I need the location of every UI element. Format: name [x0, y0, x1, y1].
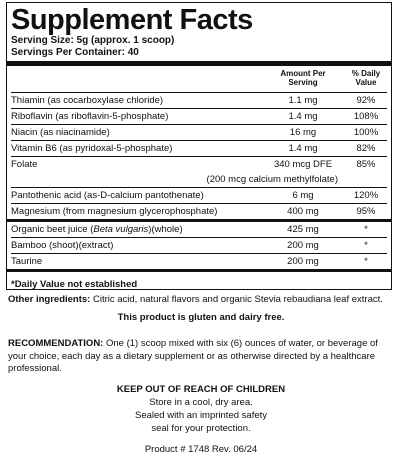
nutrient-row: Riboflavin (as riboflavin-5-phosphate) 1.4 mg 108%: [11, 108, 387, 124]
nutrient-row: Thiamin (as cocarboxylase chloride) 1.1 mg 92%: [11, 92, 387, 108]
warning-heading: KEEP OUT OF REACH OF CHILDREN: [116, 384, 286, 395]
storage-line: seal for your protection.: [151, 423, 251, 434]
panel-title: Supplement Facts: [11, 4, 253, 36]
servings-per-container: Servings Per Container: 40: [11, 47, 139, 58]
gluten-statement: This product is gluten and dairy free.: [117, 312, 285, 323]
footnote: *Daily Value not established: [11, 279, 138, 290]
ingredient-row: Bamboo (shoot)(extract) 200 mg *: [11, 237, 387, 253]
supplement-facts-panel: [6, 2, 392, 290]
storage-line: Sealed with an imprinted safety: [134, 410, 268, 421]
nutrient-row: Folate 340 mcg DFE 85% (200 mcg calcium methylfolate): [11, 156, 387, 187]
other-ingredients: Other ingredients: Citric acid, natural flavors and organic Stevia rebaudiana leaf extract.: [8, 294, 383, 305]
amount-header: Amount Per Serving: [280, 69, 326, 87]
recommendation: RECOMMENDATION: One (1) scoop mixed with six (6) ounces of water, or beverage of your choice, each day as a dietary supplement or as otherwise directed by a healthcare professional.: [8, 338, 378, 374]
storage-line: Store in a cool, dry area.: [149, 397, 253, 408]
ingredient-row: Organic beet juice (Beta vulgaris)(whole) 425 mg *: [11, 224, 368, 235]
product-number: Product # 1748 Rev. 06/24: [144, 444, 258, 455]
ingredient-row: Taurine 200 mg *: [11, 253, 387, 269]
serving-size: Serving Size: 5g (approx. 1 scoop): [11, 35, 175, 46]
nutrient-row: Pantothenic acid (as-D-calcium pantothenate) 6 mg 120%: [11, 187, 387, 203]
dv-header: % Daily Value: [351, 69, 381, 87]
nutrient-row: Magnesium (from magnesium glycerophosphate) 400 mg 95%: [11, 203, 387, 219]
column-header: [11, 66, 387, 92]
nutrient-row: Vitamin B6 (as pyridoxal-5-phosphate) 1.4 mg 82%: [11, 140, 387, 156]
nutrient-row: Niacin (as niacinamide) 16 mg 100%: [11, 124, 387, 140]
